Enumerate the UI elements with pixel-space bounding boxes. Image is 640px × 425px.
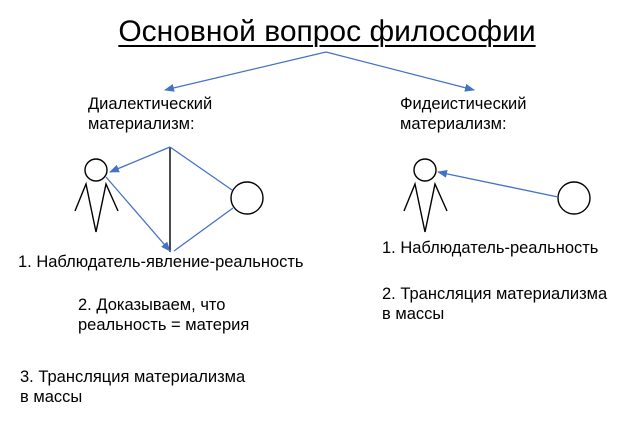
observer-body (75, 184, 118, 232)
fideistic-point-1: 1. Наблюдатель-реальность (382, 239, 599, 257)
dialectical-point-1: 1. Наблюдатель-явление-реальность (18, 253, 304, 271)
dialectical-point-3: 3. Трансляция материализма в массы (20, 368, 246, 406)
right-observer-figure (404, 159, 447, 232)
arrow-reality-to-observer (438, 172, 558, 197)
arrow-reality-to-line-top (170, 147, 232, 190)
right-reality-circle (558, 182, 590, 214)
observer-body (404, 184, 447, 232)
observer-head (414, 159, 436, 181)
left-observer-figure (75, 159, 118, 232)
fideistic-point-2: 2. Трансляция материализма в массы (382, 285, 608, 323)
arrow-line-to-observer (110, 147, 170, 172)
title-branch-arrows (165, 52, 474, 90)
arrow-observer-to-line-bottom (106, 177, 170, 251)
dialectical-heading: Диалектический материализм: (88, 95, 213, 133)
page-title: Основной вопрос философии (118, 15, 536, 48)
fideistic-heading: Фидеистический материализм: (400, 95, 527, 133)
observer-head (85, 159, 107, 181)
arrow-reality-to-line-bottom (174, 208, 233, 251)
dialectical-point-2: 2. Доказываем, что реальность = материя (78, 296, 250, 334)
left-reality-circle (231, 182, 263, 214)
arrow-to-dialectical (165, 52, 326, 90)
arrow-to-fideistic (326, 52, 474, 90)
